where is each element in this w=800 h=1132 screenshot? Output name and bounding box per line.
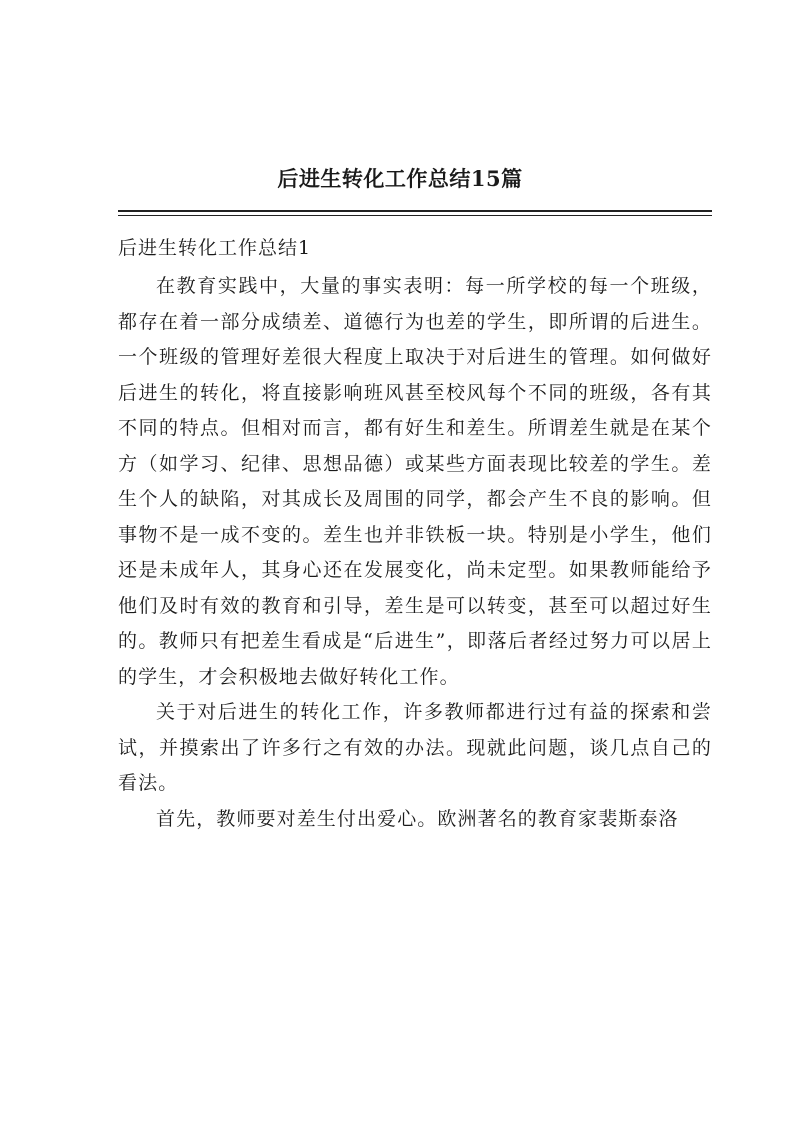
- document-title: 后进生转化工作总结15篇: [277, 166, 523, 191]
- paragraph: 在教育实践中，大量的事实表明：每一所学校的每一个班级，都存在着一部分成绩差、道德行为也差的学生，即所谓的后进生。一个班级的管理好差很大程度上取决于对后进生的管理。如何做好后进生的转化，将直接影响班风甚至校风每个不同的班级，各有其不同的特点。但相对而言，都有好生和差生。所谓差生就是在某个方（如学习、纪律、思想品德）或某些方面表现比较差的学生。差生个人的缺陷，对其成长及周围的同学，都会产生不良的影响。但事物不是一成不变的。差生也并非铁板一块。特别是小学生，他们还是未成年人，其身心还在发展变化，尚未定型。如果教师能给予他们及时有效的教育和引导，差生是可以转变，甚至可以超过好生的。教师只有把差生看成是“后进生”，即落后者经过努力可以居上的学生，才会积极地去做好转化工作。: [118, 275, 712, 688]
- paragraph: 首先，教师要对差生付出爱心。欧洲著名的教育家裴斯泰洛: [156, 807, 679, 830]
- section-heading: 后进生转化工作总结1: [118, 237, 312, 259]
- title-divider-thick: [118, 210, 712, 212]
- paragraph: 关于对后进生的转化工作，许多教师都进行过有益的探索和尝试，并摸索出了许多行之有效的办法。现就此问题，谈几点自己的看法。: [118, 701, 712, 794]
- title-divider-thin: [118, 215, 712, 216]
- document-body: [118, 269, 712, 837]
